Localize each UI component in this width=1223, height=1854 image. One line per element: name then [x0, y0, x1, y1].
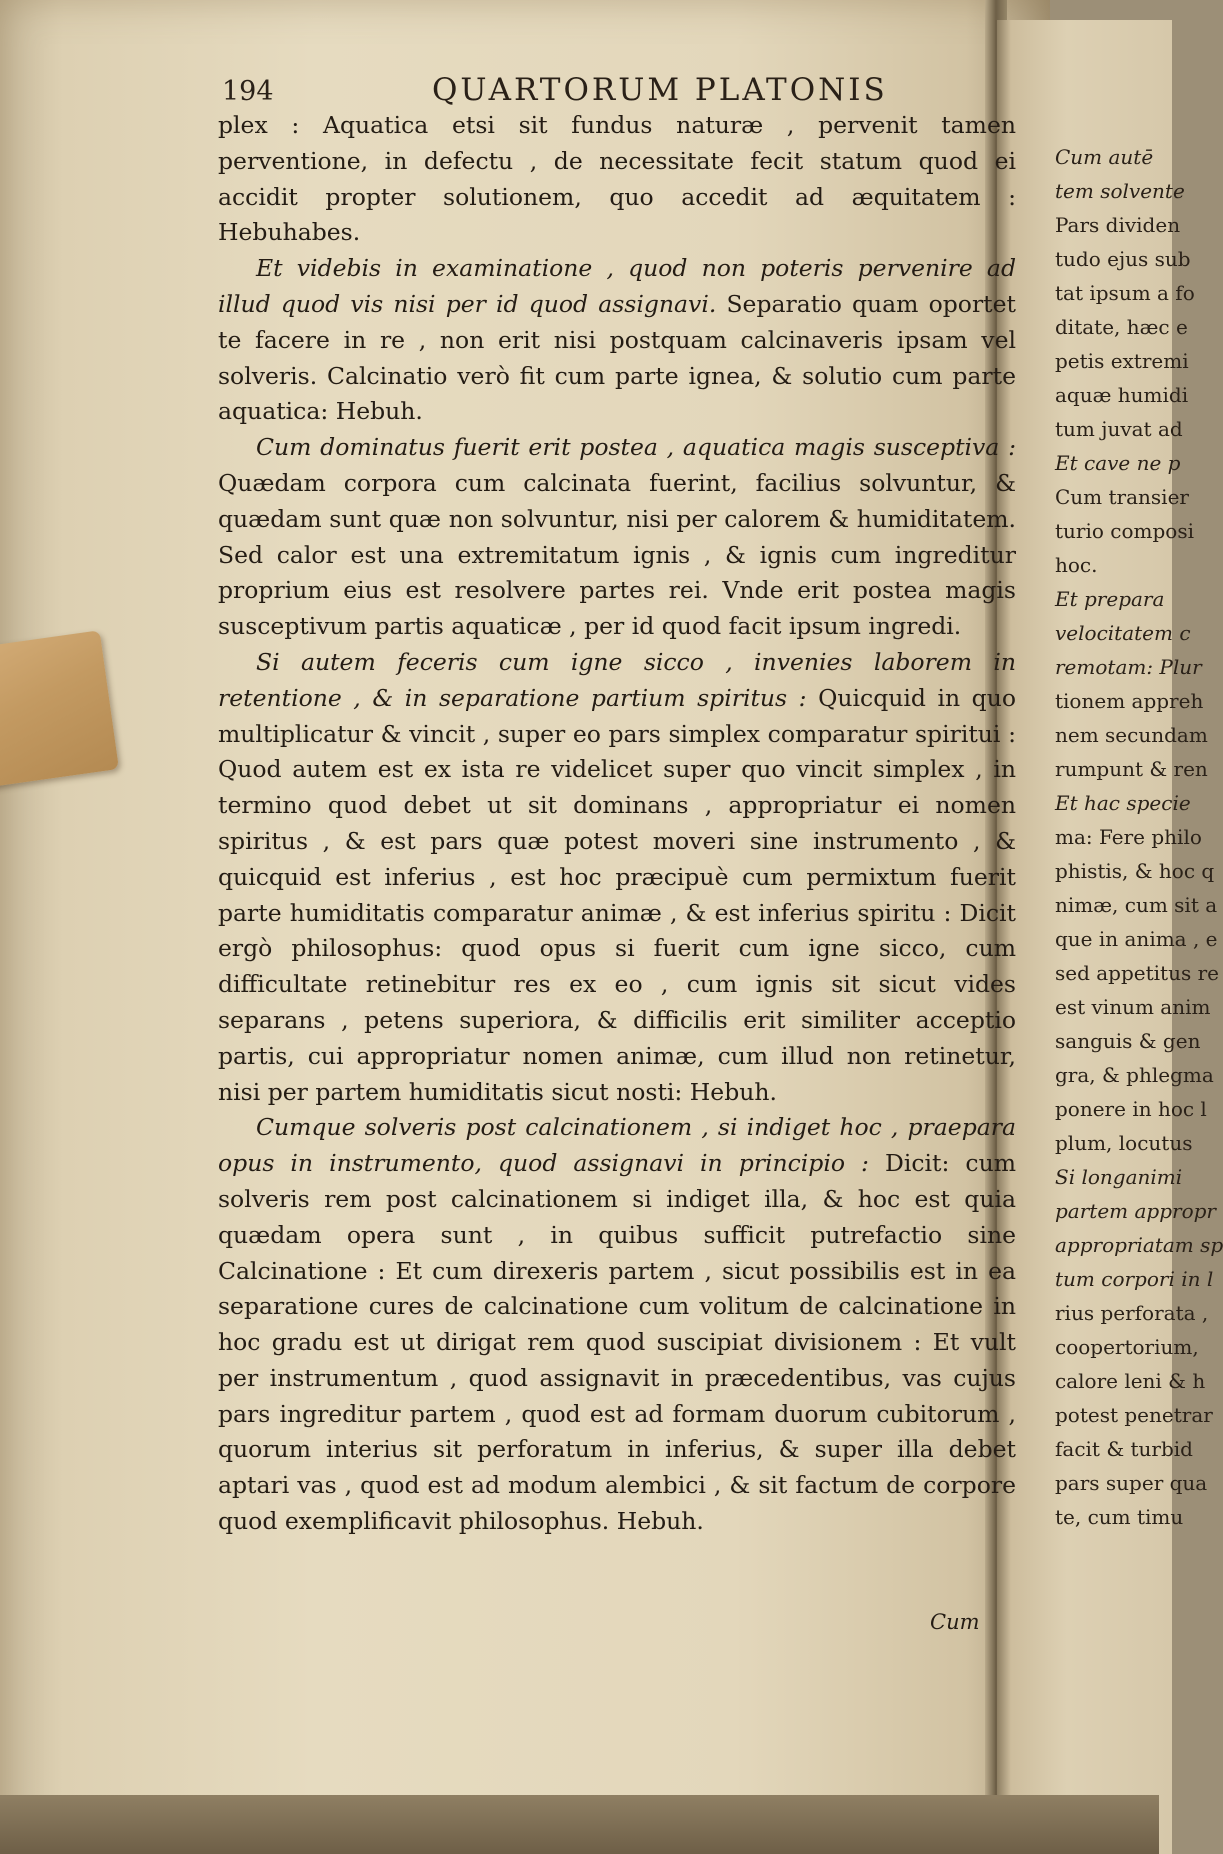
facing-line: Si longanimi — [1055, 1165, 1183, 1189]
facing-line: tat ipsum a fo — [1055, 281, 1195, 305]
facing-line: tudo ejus sub — [1055, 247, 1191, 271]
running-head — [222, 70, 962, 110]
paragraph — [218, 108, 1016, 251]
facing-line: tum juvat ad — [1055, 417, 1183, 441]
facing-line: appropriatam sp — [1055, 1233, 1223, 1257]
facing-line: turio composi — [1055, 519, 1194, 543]
facing-line: Et hac specie — [1055, 791, 1191, 815]
facing-line: Et cave ne p — [1055, 451, 1181, 475]
running-title: QUARTORUM PLATONIS — [432, 72, 888, 108]
facing-line: rius perforata , — [1055, 1301, 1209, 1325]
facing-page-text — [1055, 140, 1223, 1534]
paragraph — [218, 1110, 1016, 1540]
facing-line: sed appetitus re — [1055, 961, 1219, 985]
facing-line: te, cum timu — [1055, 1505, 1184, 1529]
facing-line: est vinum anim — [1055, 995, 1211, 1019]
facing-line: hoc. — [1055, 553, 1098, 577]
facing-line: Cum transier — [1055, 485, 1189, 509]
commentary: Dicit: cum solveris rem post calcinationem si indiget illa, & hoc est quia quædam opera sunt , in quibus sufficit putrefactio sine Calcinatione : Et cum direxeris partem , sicut possibilis est in ea separatione cures de calcinatione cum volitum de calcinatione in hoc gradu est ut dirigat rem quod suscipiat divisionem : Et vult per instrumentum , quod assignavit in præcedentibus, vas cujus pars ingreditur partem , quod est ad formam duorum cubitorum , quorum interius sit perforatum in inferius, & super illa debet aptari vas , quod est ad modum alembici , & sit factum de corpore quod exemplificavit philosophus. Hebuh. — [218, 1149, 1016, 1536]
facing-line: aquæ humidi — [1055, 383, 1189, 407]
facing-line: pars super qua — [1055, 1471, 1208, 1495]
paragraph — [218, 251, 1016, 430]
facing-line: plum, locutus — [1055, 1131, 1193, 1155]
bookmark-ribbon — [0, 630, 119, 790]
facing-line: facit & turbid — [1055, 1437, 1193, 1461]
facing-line: tum corpori in l — [1055, 1267, 1214, 1291]
facing-line: Pars dividen — [1055, 213, 1181, 237]
lemma: Cumque solveris post calcinationem , si indiget hoc , praepara opus in instrumento, quod assignavi in principio : — [218, 1113, 1016, 1178]
facing-line: phistis, & hoc q — [1055, 859, 1215, 883]
facing-line: gra, & phlegma — [1055, 1063, 1214, 1087]
lemma: Et videbis in examinatione , quod non poteris pervenire ad illud quod vis nisi per id quod assignavi. — [218, 254, 1016, 318]
facing-line: calore leni & h — [1055, 1369, 1206, 1393]
paragraph — [218, 430, 1016, 645]
page-bottom-edge — [0, 1795, 1159, 1854]
facing-line: sanguis & gen — [1055, 1029, 1201, 1053]
facing-line: ma: Fere philo — [1055, 825, 1202, 849]
commentary: plex : Aquatica etsi sit fundus naturæ , pervenit tamen perventione, in defectu , de necessitate fecit statum quod ei accidit propter solutionem, quo accedit ad æquitatem : Hebuhabes. — [218, 111, 1016, 247]
paragraph — [218, 645, 1016, 1110]
commentary: Quædam corpora cum calcinata fuerint, facilius solvuntur, & quædam sunt quæ non solvuntur, nisi per calorem & humiditatem. Sed calor est una extremitatum ignis , & ignis cum ingreditur proprium eius est resolvere partes rei. Vnde erit postea magis susceptivum partis aquaticæ , per id quod facit ipsum ingredi. — [218, 468, 1016, 641]
main-text — [218, 108, 1016, 1540]
lemma: Si autem feceris cum igne sicco , invenies laborem in retentione , & in separatione partium spiritus : — [218, 647, 1016, 712]
catchword: Cum — [930, 1610, 980, 1634]
facing-line: nem secundam — [1055, 723, 1208, 747]
commentary: Separatio quam oportet te facere in re , non erit nisi postquam calcinaveris ipsam vel solveris. Calcinatio verò fit cum parte ignea, & solutio cum parte aquatica: Hebuh. — [218, 289, 1016, 426]
facing-line: ditate, hæc e — [1055, 315, 1188, 339]
facing-line: Et prepara — [1055, 587, 1165, 611]
commentary: Quicquid in quo multiplicatur & vincit , super eo pars simplex comparatur spiritui : Quod autem est ex ista re videlicet super quo vincit simplex , in termino quod debet ut sit dominans , appropriatur ei nomen spiritus , & est pars quæ potest moveri sine instrumento , & quicquid est inferius , est hoc præcipuè cum permixtum fuerit parte humiditatis comparatur animæ , & est inferius spiritu : Dicit ergò philosophus: quod opus si fuerit cum igne sicco, cum difficultate retinebitur res ex eo , cum ignis sit sicut vides separans , petens superiora, & difficilis erit similiter acceptio partis, cui appropriatur nomen animæ, cum illud non retinetur, nisi per partem humiditatis sicut nosti: Hebuh. — [218, 683, 1016, 1106]
lemma: Cum dominatus fuerit erit postea , aquatica magis susceptiva : — [256, 433, 1016, 462]
facing-line: ponere in hoc l — [1055, 1097, 1207, 1121]
facing-line: nimæ, cum sit a — [1055, 893, 1218, 917]
facing-line: tem solvente — [1055, 179, 1185, 203]
page-number: 194 — [222, 76, 274, 107]
facing-line: que in anima , e — [1055, 927, 1218, 951]
facing-line: petis extremi — [1055, 349, 1189, 373]
facing-line: remotam: Plur — [1055, 655, 1202, 679]
facing-line: potest penetrar — [1055, 1403, 1213, 1427]
facing-line: rumpunt & ren — [1055, 757, 1208, 781]
facing-line: tionem appreh — [1055, 689, 1204, 713]
facing-line: partem appropr — [1055, 1199, 1216, 1223]
facing-line: Cum autē — [1055, 145, 1154, 169]
facing-line: velocitatem c — [1055, 621, 1191, 645]
facing-line: coopertorium, — [1055, 1335, 1199, 1359]
